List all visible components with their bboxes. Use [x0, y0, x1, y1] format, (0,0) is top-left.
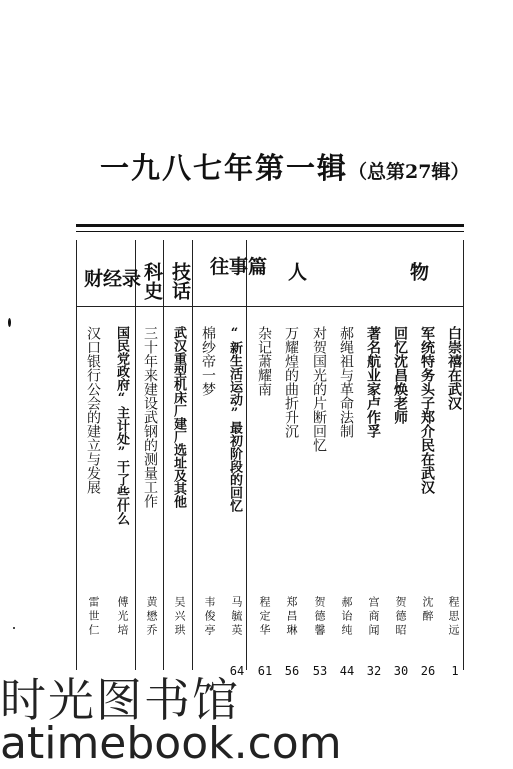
entry-title: 汉口银行公会的建立与发展	[85, 326, 101, 494]
entry-page-number: 56	[284, 664, 300, 678]
section-header-wangshi: 往事篇	[210, 256, 268, 278]
section-header-caijing: 财经录	[84, 268, 142, 290]
entry-author: 马毓英	[230, 596, 243, 638]
entry-author: 黄懋乔	[145, 596, 158, 638]
entry-title: 万耀煌的曲折升沉	[283, 326, 299, 438]
column-divider-3	[163, 240, 164, 670]
entry-author: 贺德馨	[313, 596, 326, 638]
entry-author: 郑昌琳	[285, 596, 298, 638]
section-header-ren: 人	[285, 262, 307, 281]
entry-title: 国民党政府“主计处”干了些什么	[114, 326, 129, 525]
top-rule-thin	[76, 231, 464, 232]
scan-speck	[8, 318, 11, 327]
entry-author: 程思远	[447, 596, 460, 638]
watermark-line-1: 时光图书馆	[0, 673, 240, 727]
entry-author: 沈醉	[421, 596, 434, 624]
scan-speck	[13, 627, 15, 629]
entry-title: 白崇禧在武汉	[446, 326, 462, 410]
entry-page-number: 64	[229, 664, 245, 678]
entry-title: 杂记萧耀南	[256, 326, 272, 396]
column-divider-1	[246, 240, 247, 670]
entry-title: 棉纱帝一梦	[200, 326, 216, 396]
entry-author: 宫商闻	[367, 596, 380, 638]
entry-title: 著名航业家卢作孚	[365, 326, 381, 438]
table-border-left	[76, 240, 77, 670]
entry-page-number: 26	[420, 664, 436, 678]
entry-title: 三十年来建设武钢的测量工作	[142, 326, 158, 508]
entry-title: “新生活运动”最初阶段的回忆	[227, 326, 242, 512]
top-rule	[76, 224, 464, 227]
entry-page-number: 44	[339, 664, 355, 678]
entry-title: 对贺国光的片断回忆	[311, 326, 327, 452]
entry-author: 雷世仁	[87, 596, 100, 638]
entry-page-number: 61	[257, 664, 273, 678]
column-divider-2	[192, 240, 193, 670]
column-divider-4	[135, 240, 136, 670]
watermark-line-2: atimebook.com	[0, 718, 342, 769]
section-header-wu: 物	[407, 262, 429, 281]
entry-author: 贺德昭	[394, 596, 407, 638]
entry-page-number: 53	[312, 664, 328, 678]
entry-page-number: 1	[451, 664, 459, 678]
entry-page-number: 32	[366, 664, 382, 678]
table-border-right	[463, 240, 464, 670]
entry-author: 程定华	[258, 596, 271, 638]
entry-page-number: 30	[393, 664, 409, 678]
volume-subtitle: （总第27辑）	[348, 161, 470, 183]
volume-title: 一九八七年第一辑（总第27辑）	[100, 151, 470, 185]
entry-title: 回忆沈昌焕老师	[392, 326, 408, 424]
entry-title: 军统特务头子郑介民在武汉	[419, 326, 435, 494]
entry-author: 傅光培	[116, 596, 129, 638]
entry-author: 吴兴珙	[173, 596, 186, 638]
entry-author: 郝诒纯	[340, 596, 353, 638]
entry-title: 武汉重型机床厂建厂选址及其他	[171, 326, 186, 508]
entry-author: 韦俊亭	[203, 596, 216, 638]
section-header-kejishi: 科史	[141, 262, 163, 300]
entry-title: 郝绳祖与革命法制	[338, 326, 354, 438]
section-header-jihua: 技话	[169, 262, 191, 300]
